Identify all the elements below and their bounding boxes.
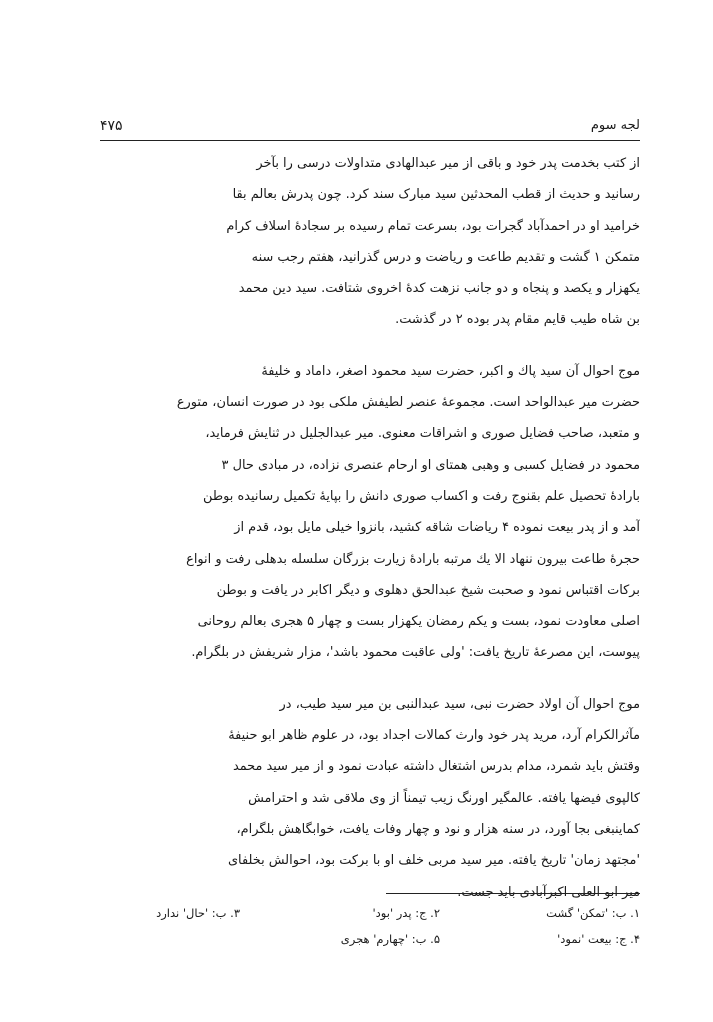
text-line: خرامید او در احمدآباد گجرات بود، بسرعت تمام رسیده بر سجادهٔ اسلاف کرام [226, 218, 640, 234]
text-line: متمکن ۱ گشت و تقدیم طاعت و ریاضت و درس گذرانید، هفتم رجب سنه [251, 249, 640, 265]
running-head [100, 118, 640, 141]
text-line: از کتب بخدمت پدر خود و باقی از میر عبدالهادی متداولات درسی را بآخر [256, 156, 640, 171]
text-line: کالپوی فیضها یافته. عالمگیر اورنگ زیب تیمناً از وی ملاقی شد و احترامش [248, 790, 640, 806]
footnote-3: ۳. ب: 'حال' ندارد [156, 906, 240, 920]
footnote-1: ۱. ب: 'تمکن' گشت [546, 906, 640, 920]
paragraph-gap [100, 669, 640, 689]
paragraph-2 [100, 356, 640, 669]
text-line: وقتش باید شمرد، مدام بدرس اشتغال داشته عبادت نمود و از میر سید محمد [232, 759, 640, 775]
text-line: حجرهٔ طاعت بیرون ننهاد الا یك مرتبه بارادهٔ زیارت بزرگان سلسله بدهلی رفت و انواع [186, 551, 640, 567]
text-line: اصلی معاودت نمود، بست و یکم رمضان یکهزار بست و چهار ۵ هجری بعالم روحانی [197, 614, 640, 630]
text-line: مآثرالکرام آرد، مرید پدر خود وارث کمالات اجداد بود، در علوم ظاهر ابو حنیفهٔ [228, 728, 640, 744]
text-line: حضرت میر عبدالواحد است. مجموعهٔ عنصر لطیفش ملکی بود در صورت انسان، متورع [176, 395, 640, 411]
text-line: 'مجتهد زمان' تاریخ یافته. میر سید مربی خلف او با برکت بود، احوالش بخلفای [227, 853, 640, 869]
text-line: و متعبد، صاحب فضایل صوری و اشراقات معنوی. میر عبدالجلیل در ثنایش فرماید، [205, 426, 640, 442]
footnote-5: ۵. ب: 'چهارم' هجری [340, 932, 440, 946]
text-line: بن شاه طیب قایم مقام پدر بوده ۲ در گذشت. [395, 312, 640, 328]
footnote-row [100, 906, 640, 932]
body-text [100, 148, 640, 908]
text-line: محمود در فضایل کسبی و وهبی همتای او ارحام عنصری نزاده، در مبادی حال ۳ [221, 457, 640, 473]
text-line: آمد و از پدر بیعت نموده ۴ ریاضات شاقه کشید، بانزوا خیلی مایل بود، قدم از [234, 520, 640, 536]
text-line: رسانید و حدیث از قطب المحدثین سید مبارک سند کرد. چون پدرش بعالم بقا [232, 187, 640, 203]
page-number: ۴۷۵ [100, 118, 123, 134]
paragraph-gap [100, 336, 640, 356]
footnotes [100, 906, 640, 958]
chapter-title: لجه سوم [590, 118, 640, 133]
text-line: پیوست، این مصرعهٔ تاریخ یافت: 'ولی عاقبت محمود باشد'، مزار شریفش در بلگرام. [191, 645, 640, 661]
text-line: برکات اقتباس نمود و صحبت شیخ عبدالحق دهلوی و دیگر اکابر در یافت و بوطن [216, 582, 640, 598]
text-line: بارادهٔ تحصیل علم بقنوج رفت و اکساب صوری دانش را بپایهٔ تکمیل رسانیده بوطن [203, 488, 640, 504]
footnote-4: ۴. ج: بیعت 'نمود' [557, 932, 640, 946]
paragraph-3 [100, 689, 640, 908]
footnote-row [100, 932, 640, 958]
paragraph-1 [100, 148, 640, 336]
text-line: یکهزار و یکصد و پنجاه و دو جانب نزهت کدهٔ اخروی شتافت. سید دین محمد [238, 281, 640, 297]
footnote-2: ۲. ج: پدر 'بود' [372, 906, 440, 920]
text-line: موج احوال آن سید پاك و اکبر، حضرت سید محمود اصغر، داماد و خلیفهٔ [261, 363, 640, 379]
text-line: موج احوال آن اولاد حضرت نبی، سید عبدالنبی بن میر سید طیب، در [279, 696, 640, 712]
footnote-rule [386, 893, 640, 894]
text-line: کماینبغی بجا آورد، در سنه هزار و نود و چهار وفات یافت، خوابگاهش بلگرام، [236, 821, 640, 837]
